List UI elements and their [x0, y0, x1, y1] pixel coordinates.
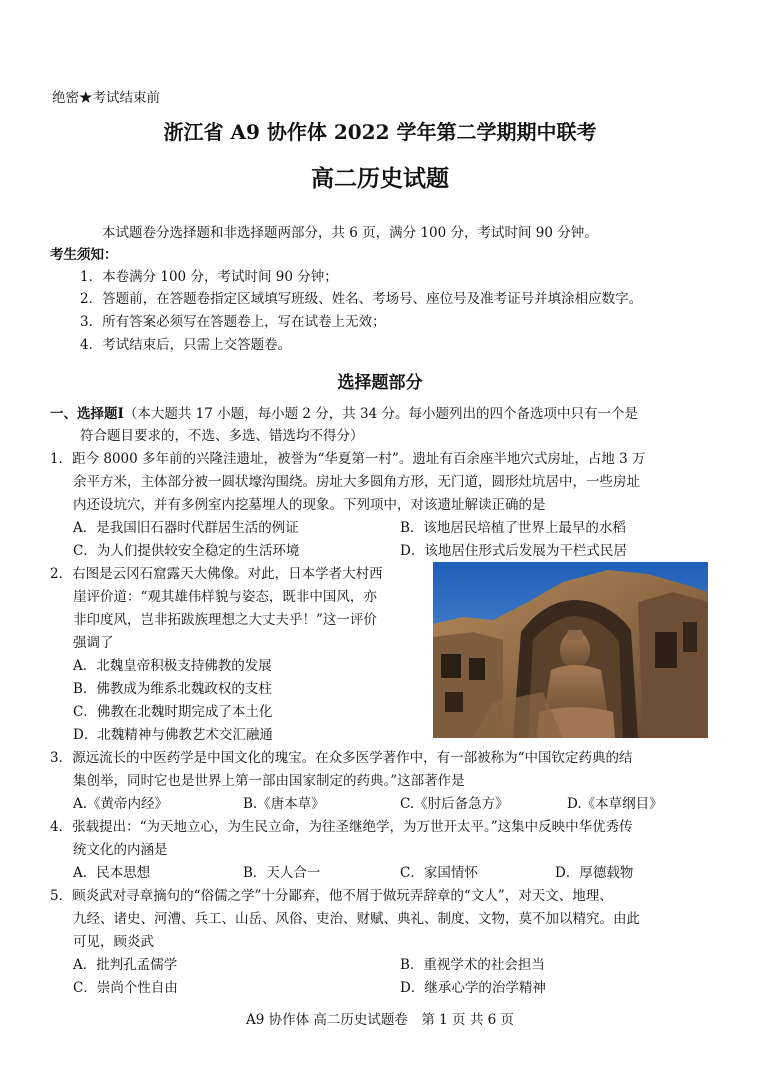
notice-item: 1．本卷满分 100 分，考试时间 90 分钟；	[80, 269, 338, 285]
question-5-option-a: A．批判孔孟儒学	[73, 957, 178, 973]
question-2-line: 2．右图是云冈石窟露天大佛像。对此，日本学者大村西	[50, 566, 383, 582]
exam-title: 浙江省 A9 协作体 2022 学年第二学期期中联考	[163, 120, 597, 144]
question-3-option-c: C.《肘后备急方》	[400, 796, 509, 812]
notice-item: 4．考试结束后，只需上交答题卷。	[80, 337, 292, 353]
question-1-option-a: A．是我国旧石器时代群居生活的例证	[73, 520, 299, 536]
question-1-option-d: D．该地居住形式后发展为干栏式民居	[400, 543, 627, 559]
question-3-option-a: A.《黄帝内经》	[73, 796, 169, 812]
question-2-line: 崖评价道：“观其雄伟样貌与姿态，既非中国风，亦	[73, 589, 377, 605]
question-1-line: 余平方米，主体部分被一圆状壕沟围绕。房址大多圆角方形，无门道，圆形灶坑居中，一些房址	[73, 474, 640, 490]
question-4-line: 4．张载提出：“为天地立心，为生民立命，为往圣继绝学，为万世开太平。”这集中反映中华优秀传	[50, 819, 633, 835]
part-heading-line	[50, 403, 638, 425]
part-heading: 一、选择题Ⅰ	[50, 406, 124, 422]
question-4-option-d: D．厚德载物	[555, 865, 634, 881]
confidential-label: 绝密★考试结束前	[52, 90, 160, 106]
question-5-option-d: D．继承心学的治学精神	[400, 980, 546, 996]
question-3-option-d: D.《本草纲目》	[567, 796, 663, 812]
section-title: 选择题部分	[337, 373, 423, 393]
yungang-buddha-photo	[433, 562, 708, 738]
question-5-line: 九经、诸史、河漕、兵工、山岳、风俗、吏治、财赋、典礼、制度、文物，莫不加以精究。由此	[73, 911, 640, 927]
question-2-line: 强调了	[73, 635, 114, 651]
question-5-option-b: B．重视学术的社会担当	[400, 957, 545, 973]
question-4-line: 统文化的内涵是	[73, 842, 168, 858]
question-4-option-a: A．民本思想	[73, 865, 151, 881]
question-2-line: 非印度风，岂非拓跋族理想之大丈夫乎！”这一评价	[73, 612, 377, 628]
part-description: （本大题共 17 小题，每小题 2 分，共 34 分。每小题列出的四个备选项中只有一个是	[123, 406, 639, 422]
part-description-cont: 符合题目要求的，不选、多选、错选均不得分）	[80, 428, 364, 444]
question-1-line: 内还设坑穴，并有多例室内挖墓埋人的现象。下列项中，对该遗址解读正确的是	[73, 497, 546, 513]
question-5-line: 5．顾炎武对寻章摘句的“俗儒之学”十分鄙弃，他不屑于做玩弄辞章的“文人”，对天文、地理、	[50, 888, 613, 904]
notice-heading: 考生须知：	[50, 247, 118, 263]
question-3-line: 3．源远流长的中医药学是中国文化的瑰宝。在众多医学著作中，有一部被称为“中国钦定药典的结	[50, 750, 633, 766]
question-5-option-c: C．崇尚个性自由	[73, 980, 178, 996]
question-4-option-c: C．家国情怀	[400, 865, 478, 881]
question-3-option-b: B.《唐本草》	[243, 796, 325, 812]
question-2-option-b: B．佛教成为维系北魏政权的支柱	[73, 681, 272, 697]
question-2-option-d: D．北魏精神与佛教艺术交汇融通	[73, 727, 273, 743]
exam-subtitle: 高二历史试题	[311, 165, 449, 192]
question-5-line: 可见，顾炎武	[73, 934, 154, 950]
exam-intro: 本试题卷分选择题和非选择题两部分，共 6 页，满分 100 分，考试时间 90 分钟。	[102, 225, 598, 241]
question-1-option-b: B．该地居民培植了世界上最早的水稻	[400, 520, 626, 536]
question-2-option-c: C．佛教在北魏时期完成了本土化	[73, 704, 273, 720]
question-3-line: 集创举，同时它也是世界上第一部由国家制定的药典。”这部著作是	[73, 773, 465, 789]
notice-item: 2．答题前，在答题卷指定区域填写班级、姓名、考场号、座位号及准考证号并填涂相应数字。	[80, 291, 643, 307]
question-1-option-c: C．为人们提供较安全稳定的生活环境	[73, 543, 300, 559]
page-footer: A9 协作体 高二历史试题卷 第 1 页 共 6 页	[245, 1012, 515, 1028]
question-4-option-b: B．天人合一	[243, 865, 321, 881]
question-2-option-a: A．北魏皇帝积极支持佛教的发展	[73, 658, 272, 674]
notice-item: 3．所有答案必须写在答题卷上，写在试卷上无效；	[80, 314, 386, 330]
question-1-line: 1．距今 8000 多年前的兴隆洼遗址，被誉为“华夏第一村”。遗址有百余座半地穴式房址，占地 3 万	[50, 451, 646, 467]
